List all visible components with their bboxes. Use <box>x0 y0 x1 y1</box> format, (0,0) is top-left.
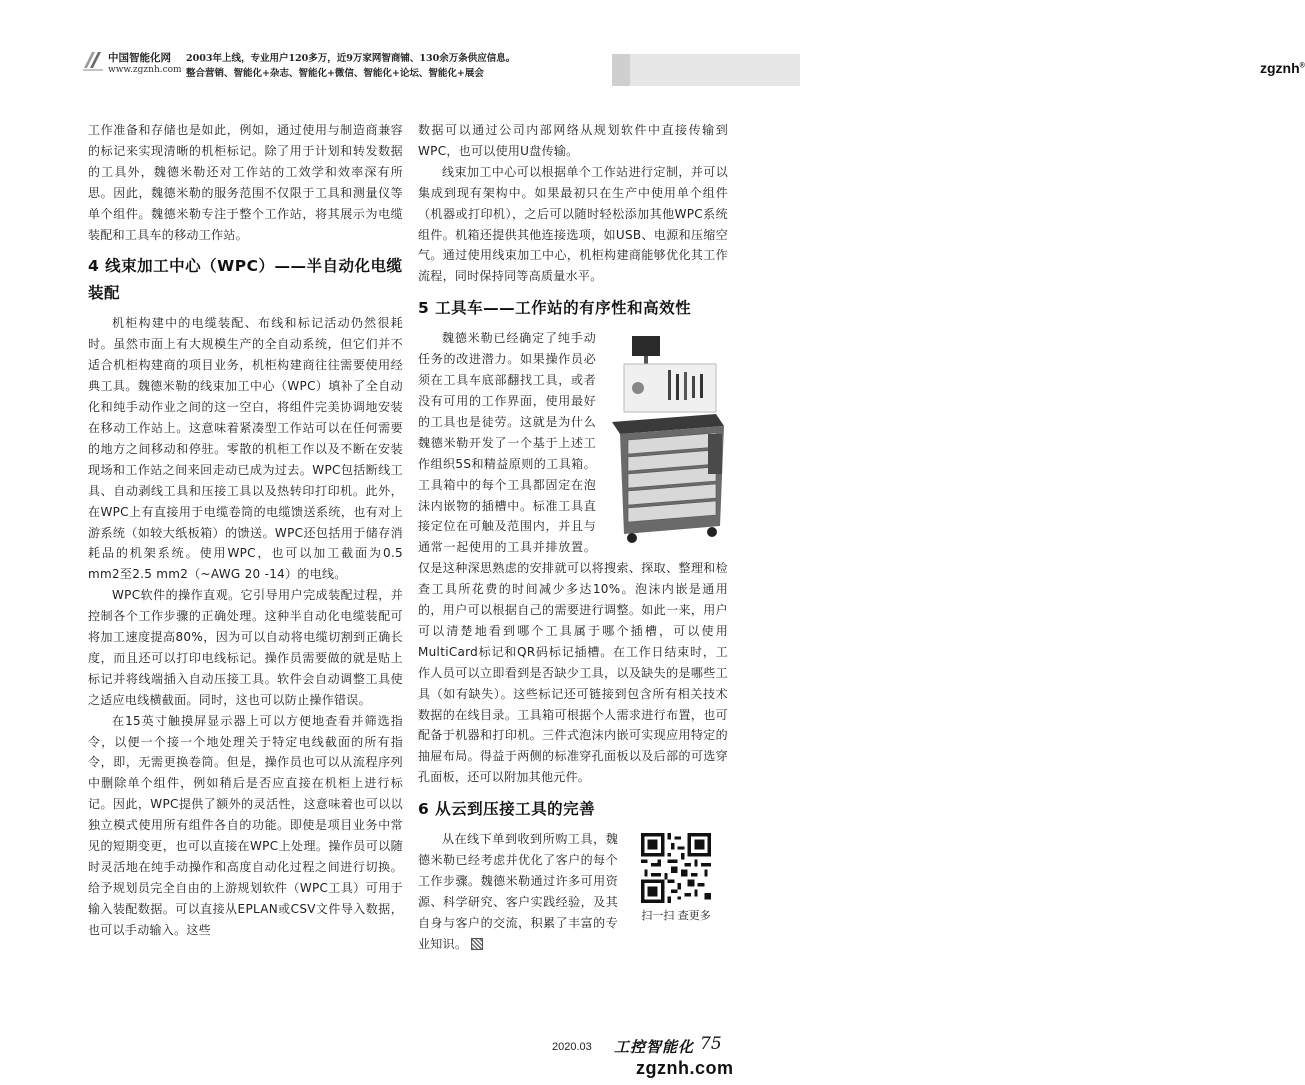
right-paragraph-2: 线束加工中心可以根据单个工作站进行定制，并可以集成到现有架构中。如果最初只在生产中使用单个组件（机器或打印机），之后可以随时轻松添加其他WPC系统组件。机箱还提供其他连接选项，如USB、电源和压缩空气。通过使用线束加工中心，机柜构建商能够优化其工作流程，同时保持同等高质量水平。 <box>418 164 728 284</box>
section-5-heading: 5 工具车——工作站的有序性和高效性 <box>418 299 692 318</box>
section-6-heading: 6 从云到压接工具的完善 <box>418 800 596 819</box>
article-end-icon <box>471 938 483 950</box>
brand-registered-mark: ® <box>1299 62 1305 70</box>
qr-code-block[interactable] <box>624 833 728 923</box>
right-paragraph-3: 魏德米勒已经确定了纯手动任务的改进潜力。如果操作员必须在工具车底部翻找工具，或者没有可用的工作界面，使用最好的工具也是徒劳。这就是为什么魏德米勒开发了一个基于上述工作组织5S和精益原则的工具箱。工具箱中的每个工具都固定在泡沫内嵌物的插槽中。标准工具直接定位在可触及范围内，并且与通常一起使用的工具并排放置。仅是这种深思熟虑的安排就可以将搜索、探取、整理和检查工具所花费的时间减少多达10%。泡沫内嵌是通用的，用户可以根据自己的需要进行调整。如此一来，用户可以清楚地看到哪个工具属于哪个插槽，可以使用MultiCard标记和QR码标记插槽。在工作日结束时，工作人员可以立即看到是否缺少工具，以及缺失的是哪些工具（如有缺失）。这些标记还可链接到包含所有相关技术数据的在线目录。工具箱可根据个人需求进行布置，也可配备于机器和打印机。三件式泡沫内嵌可实现应用特定的抽屉布局。得益于两侧的标准穿孔面板以及后部的可选穿孔面板，还可以附加其他元件。 <box>418 331 728 785</box>
qr-code-icon[interactable] <box>641 833 711 903</box>
left-paragraph-2: 机柜构建中的电缆装配、布线和标记活动仍然很耗时。虽然市面上有大规模生产的全自动系统，但它们并不适合机柜构建商的项目业务，机柜构建商往往需要使用经典工具。魏德米勒的线束加工中心（WPC）填补了全自动化和纯手动作业之间的这一空白，将组件完美协调地安装在移动工作站上。这意味着紧凑型工作站可以在任何需要的地方之间移动和停驻。零散的机柜工作以及不断在安装现场和工作站之间来回走动已成为过去。WPC包括断线工具、自动剥线工具和压接工具以及热转印打印机。此外，在WPC上有直接用于电缆卷筒的电缆馈送系统，也有对上游系统（如较大纸板箱）的馈送。WPC还包括用于储存消耗品的机架系统。使用WPC，也可以加工截面为0.5 mm2至2.5 mm2（~AWG 20 -14）的电线。 <box>88 316 403 582</box>
page-header <box>0 0 1305 88</box>
brand-logo-text: zgznh <box>1260 60 1300 76</box>
site-watermark: zgznh.com <box>636 1058 734 1078</box>
magazine-title: 工控智能化 <box>614 1038 695 1056</box>
issue-date: 2020.03 <box>552 1041 592 1053</box>
left-paragraph-3: WPC软件的操作直观。它引导用户完成装配过程，并控制各个工作步骤的正确处理。这种半自动化电缆装配可将加工速度提高80%，因为可以自动将电缆切割到正确长度，而且还可以打印电线标记。操作员需要做的就是贴上标记并将线端插入自动压接工具。软件会自动调整工具使之适应电线横截面。同时，这也可以防止操作错误。 <box>88 588 403 707</box>
tool-cart-image <box>604 330 728 548</box>
left-column <box>88 120 403 941</box>
brand-tab-accent <box>612 54 630 86</box>
right-column <box>418 120 728 955</box>
left-paragraph-4: 在15英寸触摸屏显示器上可以方便地查看并筛选指令，以便一个接一个地处理关于特定电线截面的所有指令，即，无需更换卷筒。但是，操作员也可以从流程序列中删除单个组件，例如稍后是否应直接在机柜上进行标记。因此，WPC提供了额外的灵活性，这意味着也可以以独立模式使用所有组件各自的功能。即使是项目业务中常见的短期变更，也可以直接在WPC上处理。操作员可以随时灵活地在纯手动操作和高度自动化过程之间进行切换。给予规划员完全自由的上游规划软件（WPC工具）可用于输入装配数据。可以直接从EPLAN或CSV文件导入数据，也可以手动输入。这些 <box>88 713 403 937</box>
page-number: 75 <box>700 1034 722 1054</box>
brand-tab <box>612 54 1305 86</box>
section-4-heading: 4 线束加工中心（WPC）——半自动化电缆装配 <box>88 257 403 303</box>
brand-logo <box>1260 60 1305 76</box>
tool-cart-icon <box>604 330 728 548</box>
right-paragraph-4-text: 从在线下单到收到所购工具，魏德米勒已经考虑并优化了客户的每个工作步骤。魏德米勒通过许多可用资源、科学研究、客户实践经验，及其自身与客户的交流，积累了丰富的专业知识。 <box>418 832 618 951</box>
header-tagline-2: 整合营销、智能化+杂志、智能化+微信、智能化+论坛、智能化+展会 <box>186 68 484 79</box>
site-name: 中国智能化网 <box>108 52 171 64</box>
site-logo-icon <box>82 48 104 72</box>
left-paragraph-1: 工作准备和存储也是如此，例如，通过使用与制造商兼容的标记来实现清晰的机柜标记。除了用于计划和转发数据的工具外，魏德米勒还对工作站的工效学和效率深有所思。因此，魏德米勒的服务范围不仅限于工具和测量仪等单个组件。魏德米勒专注于整个工作站，将其展示为电缆装配和工具车的移动工作站。 <box>88 123 403 242</box>
site-url[interactable]: www.zgznh.com <box>108 65 182 75</box>
qr-caption: 扫一扫 查更多 <box>641 909 711 923</box>
header-tagline-1: 2003年上线，专业用户120多万，近9万家网智商铺、130余万条供应信息。 <box>186 53 516 64</box>
right-paragraph-1: 数据可以通过公司内部网络从规划软件中直接传输到WPC，也可以使用U盘传输。 <box>418 123 728 158</box>
